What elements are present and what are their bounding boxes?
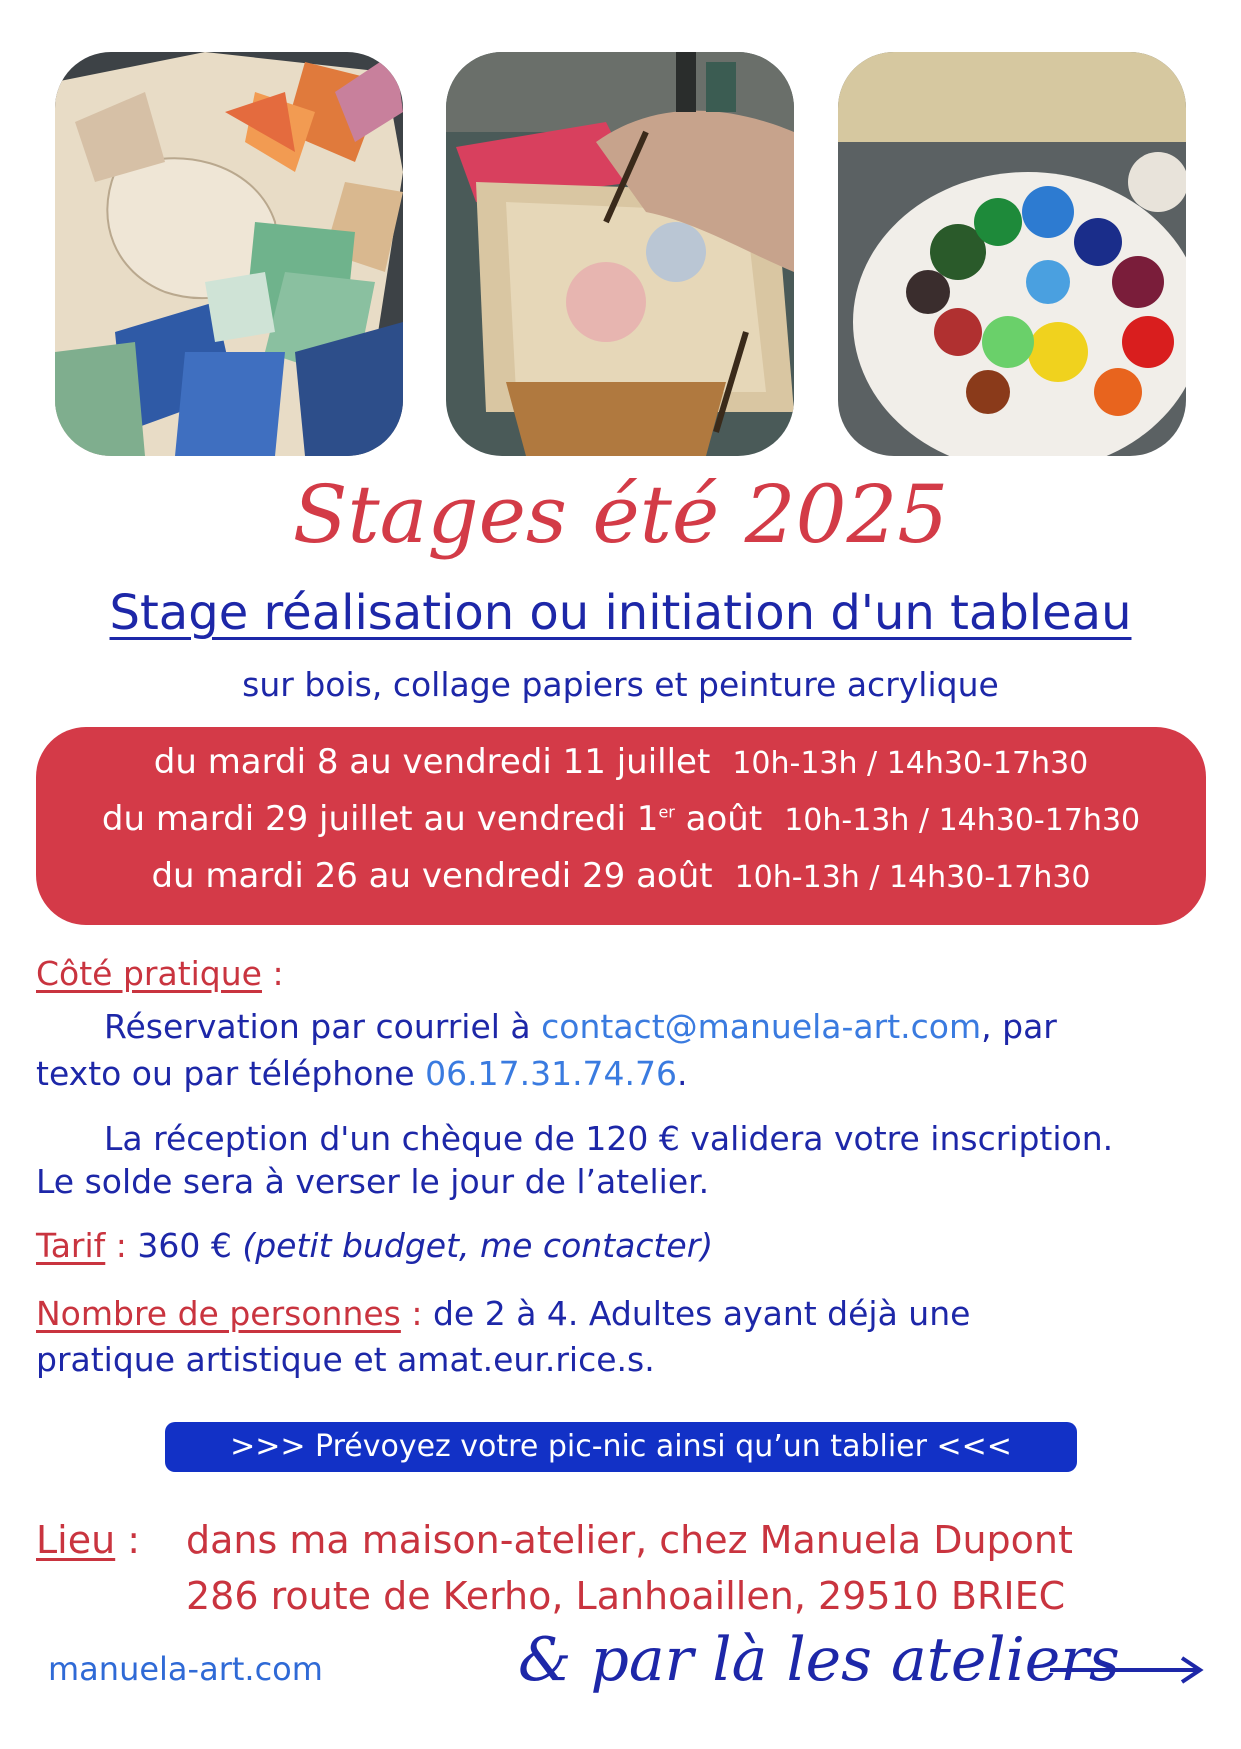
session-row xyxy=(36,856,1206,896)
location-line-1: dans ma maison-atelier, chez Manuela Dupont xyxy=(186,1518,1073,1562)
persons-label: Nombre de personnes xyxy=(36,1294,401,1333)
session-dates: du mardi 8 au vendredi 11 juillet xyxy=(153,742,711,782)
dates-box xyxy=(36,727,1206,925)
arrow-right-icon xyxy=(1050,1655,1205,1685)
location-line-2: 286 route de Kerho, Lanhoaillen, 29510 BRIEC xyxy=(186,1574,1066,1618)
email-link[interactable]: contact@manuela-art.com xyxy=(541,1007,982,1046)
location-heading: Lieu : xyxy=(36,1518,141,1562)
tarif-label: Tarif xyxy=(36,1226,106,1265)
location-label: Lieu xyxy=(36,1518,116,1562)
website-link[interactable]: manuela-art.com xyxy=(48,1650,323,1688)
persons-line-2: pratique artistique et amat.eur.rice.s. xyxy=(36,1340,655,1379)
session-hours: 10h-13h / 14h30-17h30 xyxy=(784,803,1141,838)
photo-paper-collage xyxy=(55,52,403,456)
tarif-price: 360 € xyxy=(137,1226,243,1265)
session-hours: 10h-13h / 14h30-17h30 xyxy=(732,746,1089,781)
phone-link[interactable]: 06.17.31.74.76 xyxy=(425,1054,678,1093)
practical-heading: Côté pratique : xyxy=(36,954,284,993)
headline: Stage réalisation ou initiation d'un tableau xyxy=(109,585,1132,641)
page-title: Stages été 2025 xyxy=(292,468,949,561)
cheque-line-1: La réception d'un chèque de 120 € validera votre inscription. xyxy=(104,1119,1114,1158)
session-dates: du mardi 26 au vendredi 29 août xyxy=(151,856,713,896)
footer-script: & par là les ateliers xyxy=(518,1625,1120,1695)
photo-paint-palette xyxy=(838,52,1186,456)
practical-label: Côté pratique xyxy=(36,954,262,993)
session-dates: du mardi 29 juillet au vendredi 1er août xyxy=(101,799,763,839)
reservation-line-2: texto ou par téléphone 06.17.31.74.76. xyxy=(36,1054,688,1093)
subheadline: sur bois, collage papiers et peinture acrylique xyxy=(242,665,999,704)
session-row xyxy=(36,799,1206,839)
cheque-line-2: Le solde sera à verser le jour de l’atelier. xyxy=(36,1162,710,1201)
photo-painting-hands xyxy=(446,52,794,456)
persons-line-1: Nombre de personnes : de 2 à 4. Adultes ayant déjà une xyxy=(36,1294,971,1333)
picnic-banner: >>> Prévoyez votre pic-nic ainsi qu’un tablier <<< xyxy=(165,1422,1077,1472)
session-hours: 10h-13h / 14h30-17h30 xyxy=(734,860,1091,895)
tarif-note: (petit budget, me contacter) xyxy=(242,1226,714,1265)
reservation-line-1: Réservation par courriel à contact@manuela-art.com, par xyxy=(104,1007,1057,1046)
tarif-line: Tarif : 360 € (petit budget, me contacter) xyxy=(36,1226,714,1265)
session-row xyxy=(36,742,1206,782)
